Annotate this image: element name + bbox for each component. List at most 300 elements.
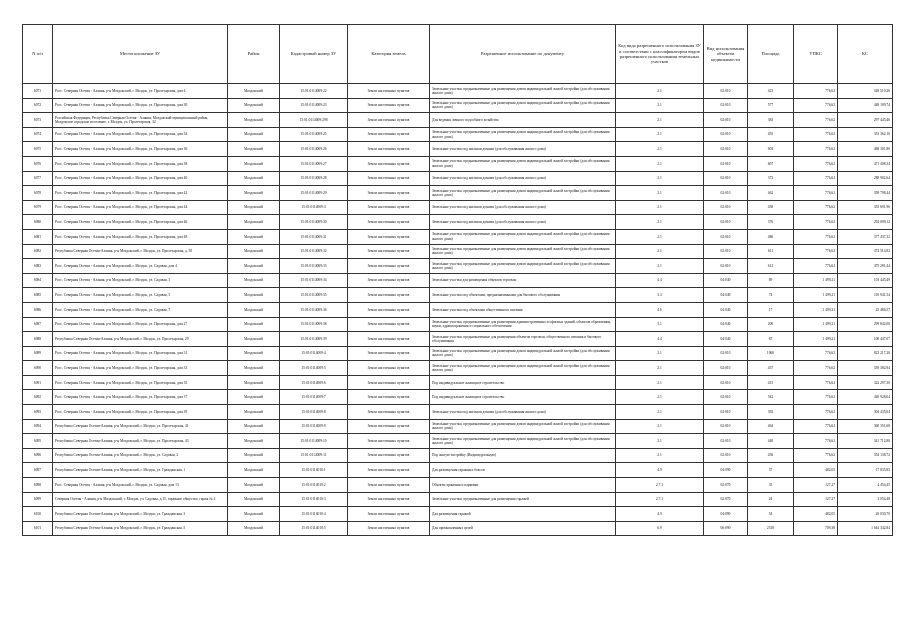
cell-permitted-use: Земельные участки под жилыми домами (для обслуживания жилого дома) [430,171,616,186]
cell-location: Росс. Северная Осетия - Алания, р-н Моздокский, г. Моздок, ул. Пролетарская, дом 42 [53,186,228,201]
cell-permitted-use: Земельные участки под жилыми домами (для обслуживания жилого дома) [430,215,616,230]
cell-location: Республика Северная Осетия-Алания, р-н Моздокский, г. Моздок, ул. Пролетарская, 29 [53,332,228,347]
cell-use-code: 2.1 [616,361,704,376]
cell-cadastral-number: 15:01:0114009:26 [280,142,348,157]
cell-use-code: 2.1 [616,229,704,244]
cell-permitted-use: Земельные участки под объектами общественного питания [430,302,616,317]
cell-permitted-use: Для размещения гаражных боксов [430,463,616,478]
cell-use-type: 04:090 [704,463,748,478]
cell-location: Росс. Северная Осетия - Алания, р-н Моздокский, г. Моздок, ул. Пролетарская, дом 33 [53,361,228,376]
table-row [23,215,893,230]
cell-number: 6072 [23,98,53,113]
table-row [23,244,893,259]
header-area: Площадь [748,25,794,84]
cell-area: 54 [748,507,794,522]
cell-ks: 26 030,70 [838,507,893,522]
cell-area: 456 [748,448,794,463]
cell-upks: 482,05 [794,507,838,522]
cell-upks: 776,62 [794,229,838,244]
cell-area: 603 [748,142,794,157]
cell-number: 6094 [23,419,53,434]
table-row [23,317,893,332]
cell-cadastral-number: 15:01:0114009:34 [280,273,348,288]
cell-upks: 776,62 [794,434,838,449]
cell-upks: 127,27 [794,492,838,507]
cell-land-category: Земли населенных пунктов [348,332,430,347]
header-land-category: Категория земель [348,25,430,84]
cell-area: 455 [748,127,794,142]
cell-area: 376 [748,215,794,230]
cell-ks: 471 408,34 [838,156,893,171]
table-row [23,84,893,99]
cell-use-code: 2.1 [616,448,704,463]
cell-area: 458 [748,200,794,215]
table-row [23,492,893,507]
cell-number: 6077 [23,171,53,186]
table-row [23,259,893,274]
cell-upks: 776,62 [794,244,838,259]
cell-area: 542 [748,390,794,405]
cell-area: 17 [748,302,794,317]
cell-permitted-use: Земельные участки под объектами, предназначенными для бытового обслуживания [430,288,616,303]
cell-upks: 776,62 [794,375,838,390]
cell-district: Моздокский [228,200,280,215]
cell-number: 6098 [23,478,53,493]
cell-district: Моздокский [228,419,280,434]
table-row [23,448,893,463]
cell-location: Росс. Северная Осетия - Алания, р-н Моздокский, г. Моздок, ул. Пролетарская, дом 37 [53,390,228,405]
cell-number: 6100 [23,507,53,522]
cell-district: Моздокский [228,302,280,317]
cell-upks: 776,62 [794,113,838,128]
table-row [23,419,893,434]
cell-area: 437 [748,361,794,376]
cell-number: 6076 [23,156,53,171]
cell-permitted-use: Земельные участки, предназначенные для размещения административных и офисных зданий, объектов образования, науки, здравоохранения и социального обеспечения [430,317,616,332]
cell-use-code: 2.1 [616,156,704,171]
cell-ks: 474 514,82 [838,244,893,259]
cell-ks: 288 902,64 [838,171,893,186]
cell-permitted-use: Под индивидуальное жилищное строительство [430,390,616,405]
cell-use-code: 2.1 [616,405,704,420]
cell-district: Моздокский [228,288,280,303]
cell-number: 6088 [23,332,53,347]
cell-location: Республика Северная Осетия-Алания, р-н Моздокский, г. Моздок, ул. Пролетарская, 41 [53,419,228,434]
cell-area: 423 [748,84,794,99]
cell-upks: 127,27 [794,478,838,493]
cell-location: Росс. Северная Осетия - Алания, р-н Моздокский, г. Моздок, ул. Пролетарская, дом 48 [53,229,228,244]
cell-cadastral-number: 15:01:0114009:28 [280,171,348,186]
cell-land-category: Земли населенных пунктов [348,478,430,493]
cell-use-code: 2.1 [616,98,704,113]
cell-use-type: 02:010 [704,259,748,274]
cell-use-type: 02:010 [704,405,748,420]
cell-district: Моздокский [228,156,280,171]
cell-cadastral-number: 15:01:0114009:7 [280,390,348,405]
cell-district: Моздокский [228,361,280,376]
cell-area: 69 [748,273,794,288]
cell-permitted-use: Для ведения личного подсобного хозяйства [430,113,616,128]
cell-district: Моздокский [228,98,280,113]
cell-district: Моздокский [228,390,280,405]
cell-upks: 776,62 [794,98,838,113]
cell-location: Росс. Северная Осетия - Алания, р-н Моздокский, г. Моздок, ул. Пролетарская, дом 40 [53,171,228,186]
cell-land-category: Земли населенных пунктов [348,229,430,244]
cell-area: 464 [748,419,794,434]
cell-use-type: 02:010 [704,200,748,215]
cell-land-category: Земли населенных пунктов [348,142,430,157]
cell-permitted-use: Земельные участки, предназначенные для размещения домов индивидуальной жилой застройки (для обслуживания жилого дома) [430,259,616,274]
cell-cadastral-number: 15:01:0114009:31 [280,229,348,244]
cell-number: 6084 [23,273,53,288]
cell-cadastral-number: 15:01:0114009:4 [280,346,348,361]
cell-location: Росс. Северная Осетия - Алания, р-н Моздокский, г. Моздок, ул. Садовая, 3 [53,273,228,288]
table-row [23,171,893,186]
table-row [23,332,893,347]
cell-upks: 1 499,21 [794,273,838,288]
cell-district: Моздокский [228,229,280,244]
cell-use-code: 4.4 [616,273,704,288]
table-row [23,302,893,317]
cell-ks: 3 054,48 [838,492,893,507]
cell-location: Росс. Северная Осетия - Алания, р-н Моздокский, г. Моздок, ул. Садовая, 7 [53,302,228,317]
cell-permitted-use: Земельные участки, предназначенные для размещения домов индивидуальной жилой застройки (для обслуживания жилого дома) [430,156,616,171]
cell-district: Моздокский [228,244,280,259]
cell-permitted-use: Объекты хранения и парковки [430,478,616,493]
cell-use-code: 4.9 [616,507,704,522]
cell-land-category: Земли населенных пунктов [348,346,430,361]
cell-location: Росс. Северная Осетия - Алания, р-н Моздокский, г. Моздок, ул. Пролетарская, дом 34 [53,127,228,142]
cell-area: 611 [748,244,794,259]
cell-use-type: 02:010 [704,448,748,463]
cell-location: Росс. Северная Осетия - Алания, р-н Моздокский, г. Моздок, ул. Садовая, дом 13 [53,478,228,493]
cell-upks: 776,62 [794,84,838,99]
cell-cadastral-number: 15:01:0114009:25 [280,127,348,142]
cell-cadastral-number: 15:01:0114009:5 [280,361,348,376]
cell-land-category: Земли населенных пунктов [348,273,430,288]
cell-land-category: Земли населенных пунктов [348,521,430,536]
table-row [23,229,893,244]
cell-land-category: Земли населенных пунктов [348,186,430,201]
cell-area: 35 [748,478,794,493]
cell-ks: 339 382,94 [838,361,893,376]
cell-use-type: 02:070 [704,478,748,493]
cell-ks: 355 691,96 [838,200,893,215]
cell-district: Моздокский [228,113,280,128]
cell-use-type: 02:010 [704,419,748,434]
cell-land-category: Земли населенных пунктов [348,288,430,303]
cell-upks: 482,05 [794,463,838,478]
cell-ks: 341 712,80 [838,434,893,449]
cell-area: 383 [748,113,794,128]
cell-ks: 328 510,26 [838,84,893,99]
cell-land-category: Земли населенных пунктов [348,156,430,171]
table-row [23,200,893,215]
table-row [23,361,893,376]
cell-cadastral-number: 15:01:0114009:6 [280,375,348,390]
cell-use-code: 2.1 [616,434,704,449]
table-row [23,463,893,478]
cell-location: Росс. Северная Осетия - Алания, р-н Моздокский, г. Моздок, ул. Пролетарская, дом 4 [53,84,228,99]
table-row [23,346,893,361]
cell-use-code: 2.1 [616,215,704,230]
cell-area: 24 [748,492,794,507]
cell-cadastral-number: 15:01:0114009:10 [280,434,348,449]
table-row [23,113,893,128]
cell-location: Росс. Северная Осетия - Алания, р-н Моздокский, г. Моздок, ул. Пролетарская, дом 36 [53,142,228,157]
cell-use-code: 2.1 [616,419,704,434]
cell-number: 6081 [23,229,53,244]
header-use-code: Код вида разрешенного использования ЗУ в соответствии с классификатором видов разрешенного использования земельных участков [616,25,704,84]
cell-ks: 353 362,10 [838,127,893,142]
cell-number: 6080 [23,215,53,230]
cell-ks: 4 454,45 [838,478,893,493]
cell-upks: 776,62 [794,346,838,361]
cell-land-category: Земли населенных пунктов [348,244,430,259]
table-row [23,142,893,157]
table-row [23,375,893,390]
cell-cadastral-number: 15:01:0114009:38 [280,317,348,332]
cell-cadastral-number: 15:01:0114009:11 [280,448,348,463]
cell-use-code: 4.9 [616,463,704,478]
cell-upks: 776,62 [794,259,838,274]
cell-use-code: 2.1 [616,113,704,128]
cell-area: 607 [748,156,794,171]
cell-ks: 25 486,57 [838,302,893,317]
cell-area: 462 [748,186,794,201]
cell-number: 6071 [23,84,53,99]
cell-use-type: 06:090 [704,521,748,536]
cell-use-type: 02:010 [704,113,748,128]
cell-number: 6079 [23,200,53,215]
cell-use-code: 2.1 [616,171,704,186]
cell-cadastral-number: 15:01:0114009:22 [280,84,348,99]
cell-use-code: 3.3 [616,288,704,303]
cell-district: Моздокский [228,375,280,390]
cell-upks: 776,62 [794,186,838,201]
cell-location: Росс. Северная Осетия - Алания, р-н Моздокский, г. Моздок, ул. Пролетарская, дом 38 [53,156,228,171]
cell-cadastral-number: 15:01:0114010:5 [280,521,348,536]
cell-district: Моздокский [228,492,280,507]
cell-upks: 776,62 [794,361,838,376]
cell-use-type: 02:010 [704,361,748,376]
cell-area: 37 [748,463,794,478]
header-location: Местоположение ЗУ [53,25,228,84]
cell-ks: 110 941,54 [838,288,893,303]
cell-location: Росс. Северная Осетия - Алания, р-н Моздокский, г. Моздок, ул. Пролетарская, дом 46 [53,215,228,230]
cell-land-category: Земли населенных пунктов [348,419,430,434]
cell-location: Республика Северная Осетия-Алания, р-н Моздокский, г. Моздок, ул. Пролетарская, д. 50 [53,244,228,259]
cell-area: 67 [748,332,794,347]
cell-use-type: 04:040 [704,332,748,347]
cell-upks: 776,62 [794,405,838,420]
cell-ks: 299 842,00 [838,317,893,332]
cell-ks: 103 445,49 [838,273,893,288]
cell-permitted-use: Земельные участки для размещения объектов торговли [430,273,616,288]
cell-upks: 776,62 [794,419,838,434]
cell-use-code: 2.1 [616,186,704,201]
cell-cadastral-number: 15:01:0114009:29 [280,186,348,201]
table-row [23,273,893,288]
cell-number: 6095 [23,434,53,449]
cell-cadastral-number: 15:01:0114010:1 [280,463,348,478]
cell-area: 577 [748,98,794,113]
cell-permitted-use: Под индивидуальное жилищное строительство [430,375,616,390]
cell-ks: 377 437,32 [838,229,893,244]
cell-use-type: 02:010 [704,244,748,259]
cell-use-code: 2.1 [616,244,704,259]
cell-use-type: 02:010 [704,375,748,390]
cell-area: 392 [748,405,794,420]
cell-land-category: Земли населенных пунктов [348,492,430,507]
cell-district: Моздокский [228,521,280,536]
cell-upks: 776,62 [794,127,838,142]
table-row [23,98,893,113]
cell-ks: 475 291,44 [838,259,893,274]
cell-ks: 360 351,68 [838,419,893,434]
cell-cadastral-number: 15:01:0114009:9 [280,419,348,434]
cell-permitted-use: Земельные участки под жилыми домами (для обслуживания жилого дома) [430,200,616,215]
cell-use-type: 04:040 [704,302,748,317]
cell-use-type: 02:010 [704,346,748,361]
cell-district: Моздокский [228,405,280,420]
cell-location: Росс. Северная Осетия - Алания, р-н Моздокский, г. Моздок, ул. Пролетарская, дом 44 [53,200,228,215]
cell-location: Северная Осетия - Алания, р-н Моздокский, г. Моздок, ул. Садовая, д.15, гаражное общество, гараж № 4 [53,492,228,507]
cell-land-category: Земли населенных пунктов [348,390,430,405]
cell-number: 6075 [23,142,53,157]
cell-permitted-use: Земельные участки, предназначенные для размещения домов индивидуальной жилой застройки (для обслуживания жилого дома) [430,186,616,201]
cell-area: 440 [748,434,794,449]
cell-cadastral-number: 15:01:0114009:33 [280,259,348,274]
cell-ks: 292 009,12 [838,215,893,230]
cell-district: Моздокский [228,84,280,99]
cell-land-category: Земли населенных пунктов [348,448,430,463]
cell-district: Моздокский [228,171,280,186]
cell-number: 6093 [23,405,53,420]
cell-permitted-use: Земельные участки, предназначенные для размещения домов индивидуальной жилой застройки (для обслуживания жилого дома) [430,244,616,259]
cell-number: 6099 [23,492,53,507]
cell-district: Моздокский [228,478,280,493]
cell-land-category: Земли населенных пунктов [348,84,430,99]
cell-land-category: Земли населенных пунктов [348,98,430,113]
cell-area: 486 [748,229,794,244]
table-row [23,478,893,493]
header-district: Район [228,25,280,84]
cell-area: 74 [748,288,794,303]
cell-use-code: 2.1 [616,375,704,390]
cell-ks: 358 798,44 [838,186,893,201]
cell-location: Республика Северная Осетия-Алания, р-н Моздокский, г. Моздок, ул. Садовая, 2 [53,448,228,463]
cell-use-code: 6.9 [616,521,704,536]
cell-upks: 776,62 [794,171,838,186]
cell-land-category: Земли населенных пунктов [348,361,430,376]
table-row [23,127,893,142]
cell-district: Моздокский [228,434,280,449]
cell-ks: 100 447,07 [838,332,893,347]
cell-use-type: 02:010 [704,434,748,449]
cell-upks: 776,62 [794,142,838,157]
cell-area: 415 [748,375,794,390]
cell-use-type: 02:010 [704,127,748,142]
cell-number: 6092 [23,390,53,405]
cell-area: 612 [748,259,794,274]
cell-permitted-use: Для промышленных целей [430,521,616,536]
cell-land-category: Земли населенных пунктов [348,259,430,274]
cell-permitted-use: Земельные участки под жилыми домами (для обслуживания жилого дома) [430,142,616,157]
cell-ks: 322 297,30 [838,375,893,390]
cell-upks: 776,62 [794,390,838,405]
cell-land-category: Земли населенных пунктов [348,434,430,449]
cell-number: 6090 [23,361,53,376]
cell-upks: 776,62 [794,215,838,230]
cell-location: Росс. Северная Осетия - Алания, р-н Моздокский, г. Моздок, ул. Садовая, 5 [53,288,228,303]
cell-permitted-use: Земельные участки, предназначенные для размещения домов индивидуальной жилой застройки (для обслуживания жилого дома) [430,229,616,244]
cell-land-category: Земли населенных пунктов [348,375,430,390]
cell-number: 6074 [23,127,53,142]
cell-number: 6097 [23,463,53,478]
cell-ks: 1 644 342,84 [838,521,893,536]
cell-district: Моздокский [228,463,280,478]
cell-use-code: 2.1 [616,142,704,157]
cell-use-type: 02:010 [704,186,748,201]
cell-land-category: Земли населенных пунктов [348,317,430,332]
cell-ks: 354 138,72 [838,448,893,463]
cell-district: Моздокский [228,142,280,157]
cell-district: Моздокский [228,273,280,288]
cell-number: 6085 [23,288,53,303]
cell-permitted-use: Земельные участки под жилыми домами (для обслуживания жилого дома) [430,405,616,420]
cell-district: Моздокский [228,259,280,274]
document-page [22,24,892,536]
cell-use-code: 3.1 [616,317,704,332]
cell-area: 200 [748,317,794,332]
cadastral-value-table [22,24,893,536]
cell-area: 372 [748,171,794,186]
cell-number: 6087 [23,317,53,332]
cell-district: Моздокский [228,215,280,230]
cell-use-type: 02:010 [704,84,748,99]
cell-land-category: Земли населенных пунктов [348,127,430,142]
cell-use-code: 2.1 [616,390,704,405]
cell-permitted-use: Земельные участки, предназначенные для размещения домов индивидуальной жилой застройки (для обслуживания жилого дома) [430,98,616,113]
cell-land-category: Земли населенных пунктов [348,463,430,478]
cell-cadastral-number: 15:01:0114009:8 [280,405,348,420]
table-row [23,186,893,201]
cell-location: Росс. Северная Осетия - Алания, р-н Моздокский, г. Моздок, ул. Пролетарская, дом 27 [53,317,228,332]
cell-number: 6101 [23,521,53,536]
table-row [23,156,893,171]
cell-use-code: 4.4 [616,332,704,347]
cell-permitted-use: Земельные участки, предназначенные для размещения домов индивидуальной жилой застройки (для обслуживания жилого дома) [430,419,616,434]
cell-ks: 468 301,86 [838,142,893,157]
cell-location: Росс. Северная Осетия - Алания, р-н Моздокский, г. Моздок, ул. Пролетарская, дом 30 [53,98,228,113]
cell-location: Республика Северная Осетия-Алания, р-н Моздокский, г. Моздок, ул. Пролетарская, 43 [53,434,228,449]
cell-permitted-use: Земельные участки, предназначенные для размещения домов индивидуальной жилой застройки (для обслуживания жилого дома) [430,346,616,361]
cell-permitted-use: Под жилую застройку (Индивидуальную) [430,448,616,463]
cell-use-code: 2.1 [616,127,704,142]
cell-use-code: 2.7.1 [616,492,704,507]
table-row [23,405,893,420]
cell-use-type: 04:040 [704,288,748,303]
cell-use-type: 04:090 [704,507,748,522]
cell-number: 6091 [23,375,53,390]
cell-cadastral-number: 15:01:0114010:2 [280,478,348,493]
cell-use-type: 02:010 [704,215,748,230]
cell-upks: 1 499,21 [794,332,838,347]
cell-ks: 448 109,74 [838,98,893,113]
cell-district: Моздокский [228,186,280,201]
cell-number: 6073 [23,113,53,128]
